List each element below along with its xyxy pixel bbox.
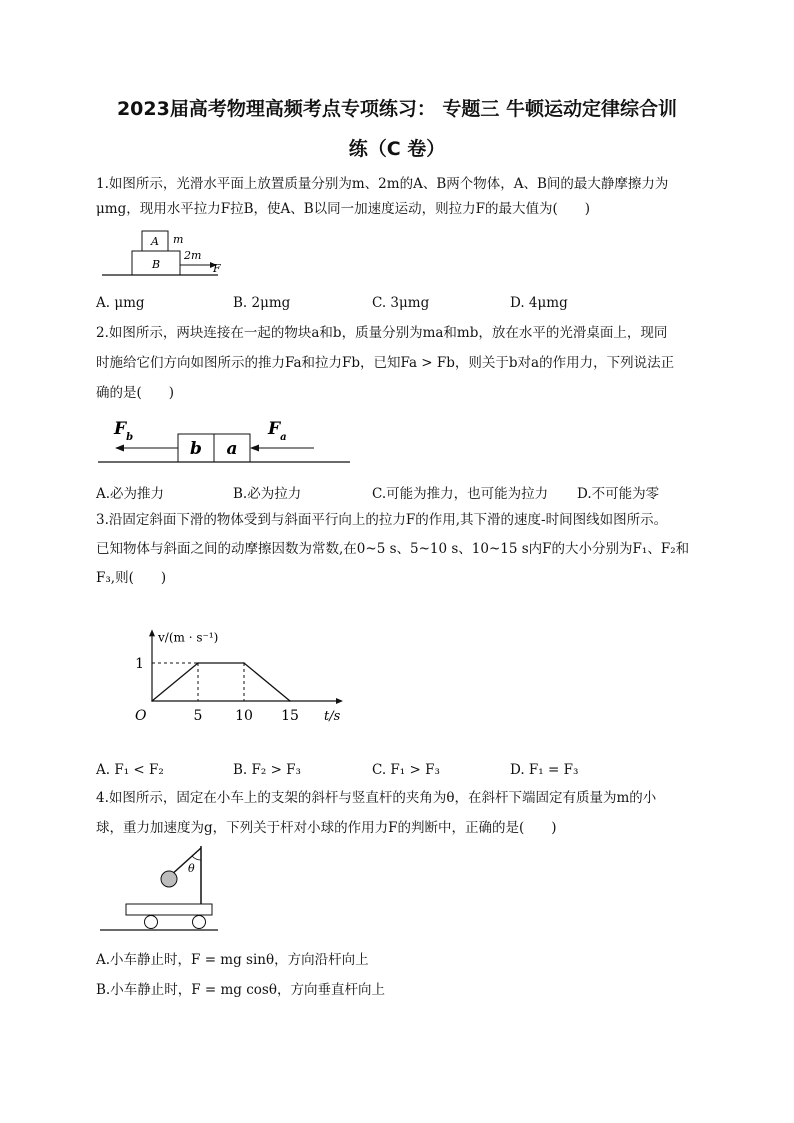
q1-label-f: F <box>213 262 221 275</box>
q2-label-b: b <box>190 439 202 459</box>
q1-text-line2: μmg，现用水平拉力F拉B，使A、B以同一加速度运动，则拉力F的最大值为( ) <box>96 201 591 217</box>
velocity-line <box>152 663 290 701</box>
q2-label-fa: $F_a$ <box>268 419 287 443</box>
q2-option-b[interactable]: B.必为拉力 <box>233 486 302 502</box>
q2-option-a[interactable]: A.必为推力 <box>96 486 165 502</box>
origin-label: O <box>135 708 147 724</box>
data-point <box>151 700 153 702</box>
chart-series <box>151 662 291 702</box>
q1-label-m: m <box>173 233 184 246</box>
x-tick-label: 10 <box>235 708 253 724</box>
q2-label-fb: $F_b$ <box>114 419 134 443</box>
x-axis-arrow <box>336 698 343 704</box>
x-tick-label: 5 <box>193 708 203 724</box>
q2-text-line3: 确的是( ) <box>96 385 175 401</box>
document-title-line2: 练（C 卷） <box>348 138 446 160</box>
q4-option-b[interactable]: B.小车静止时，F = mg cosθ，方向垂直杆向上 <box>96 982 385 998</box>
q2-label-a: a <box>226 439 238 459</box>
ball <box>161 871 177 887</box>
angle-arc <box>192 856 201 860</box>
cart-wheel-right <box>193 916 206 929</box>
cart-body <box>126 904 212 915</box>
data-point <box>243 662 245 664</box>
q1-label-2m: 2m <box>184 249 202 262</box>
q1-figure <box>100 228 240 288</box>
q4-text-line1: 4.如图所示，固定在小车上的支架的斜杆与竖直杆的夹角为θ，在斜杆下端固定有质量为m的小 <box>96 790 657 806</box>
q3-option-a[interactable]: A. F₁ < F₂ <box>96 762 164 778</box>
q3-vt-chart <box>128 605 358 735</box>
chart-labels <box>135 630 341 724</box>
angle-label: θ <box>188 862 195 875</box>
q2-text-line2: 时施给它们方向如图所示的推力Fa和拉力Fb，已知Fa > Fb，则关于b对a的作用力，下列说法正 <box>96 355 675 371</box>
q1-option-d[interactable]: D. 4μmg <box>510 295 568 311</box>
q1-option-b[interactable]: B. 2μmg <box>233 295 291 311</box>
data-point <box>197 662 199 664</box>
q1-text-line1: 1.如图所示，光滑水平面上放置质量分别为m、2m的A、B两个物体，A、B间的最大静摩擦力为 <box>96 176 669 192</box>
q2-option-c[interactable]: C.可能为推力，也可能为拉力 <box>372 486 549 502</box>
q3-option-c[interactable]: C. F₁ > F₃ <box>372 762 440 778</box>
q2-text-line1: 2.如图所示，两块连接在一起的物块a和b，质量分别为ma和mb，放在水平的光滑桌面上，现同 <box>96 325 668 341</box>
inclined-rod <box>170 848 201 876</box>
document-title-line1: 2023届高考物理高频考点专项练习： 专题三 牛顿运动定律综合训 <box>116 98 678 120</box>
y-axis-arrow <box>149 629 155 636</box>
q1-label-a: A <box>151 235 159 248</box>
q3-text-line3: F₃,则( ) <box>96 570 167 586</box>
x-axis-label: t/s <box>324 709 341 724</box>
q3-text-line2: 已知物体与斜面之间的动摩擦因数为常数,在0~5 s、5~10 s、10~15 s内F的大小分别为F₁、F₂和 <box>96 541 690 557</box>
q1-label-b: B <box>151 258 161 271</box>
q4-text-line2: 球，重力加速度为g，下列关于杆对小球的作用力F的判断中，正确的是( ) <box>96 820 557 836</box>
q3-text-line1: 3.沿固定斜面下滑的物体受到与斜面平行向上的拉力F的作用,其下滑的速度-时间图线如图所示。 <box>96 512 668 528</box>
q4-figure <box>100 842 230 937</box>
q1-option-a[interactable]: A. μmg <box>96 295 145 311</box>
cart-wheel-left <box>145 916 158 929</box>
x-tick-label: 15 <box>281 708 299 724</box>
q3-option-b[interactable]: B. F₂ > F₃ <box>233 762 301 778</box>
q3-option-d[interactable]: D. F₁ = F₃ <box>510 762 579 778</box>
q4-option-a[interactable]: A.小车静止时，F = mg sinθ，方向沿杆向上 <box>96 952 369 968</box>
y-axis-label: v/(m · s⁻¹) <box>158 630 219 645</box>
q1-option-c[interactable]: C. 3μmg <box>372 295 430 311</box>
q2-figure <box>96 412 366 467</box>
q2-option-d[interactable]: D.不可能为零 <box>577 486 660 502</box>
y-tick-label: 1 <box>135 656 144 672</box>
data-point <box>289 700 291 702</box>
chart-guide-lines <box>152 663 244 701</box>
